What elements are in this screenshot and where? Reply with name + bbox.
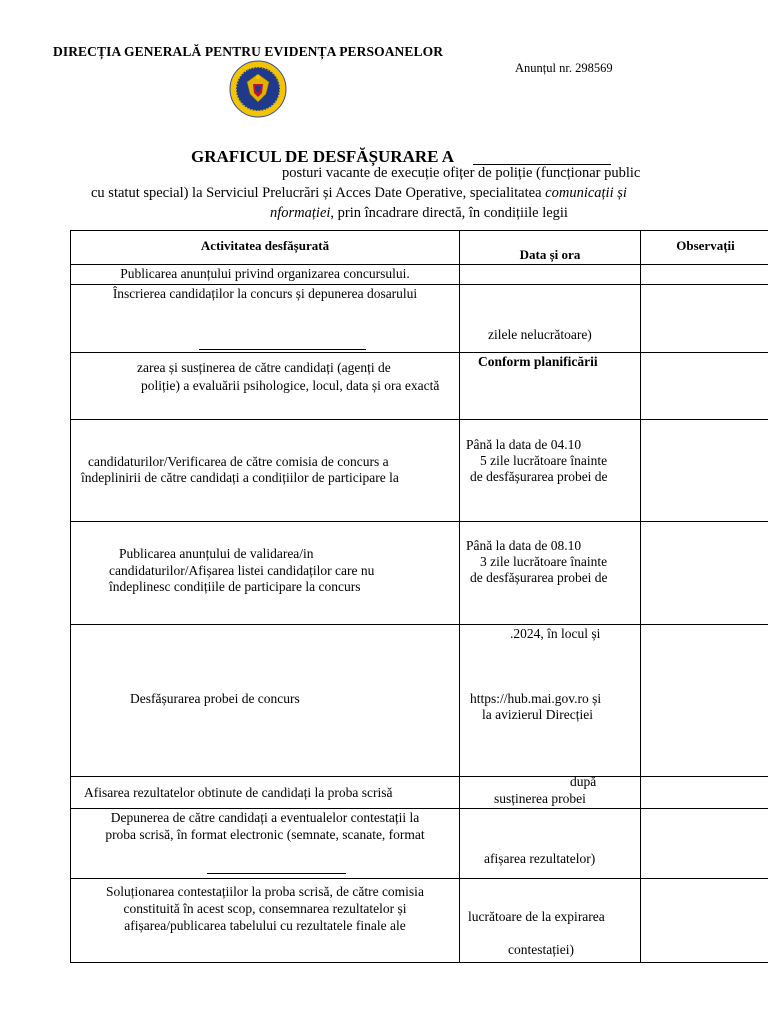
row4-notes xyxy=(641,420,768,522)
row7-date-line-1: după xyxy=(570,774,597,789)
table-header-row xyxy=(71,231,768,265)
row6-notes xyxy=(641,625,768,777)
row9-date-line-1: lucrătoare de la expirarea xyxy=(468,909,605,924)
row9-notes xyxy=(641,879,768,963)
header-activity-text: Activitatea desfășurată xyxy=(200,238,330,253)
header-activity xyxy=(71,231,460,265)
row8-date-line: afișarea rezultatelor) xyxy=(484,851,596,866)
row9-activity xyxy=(71,879,460,963)
row4-activity-line-2: îndeplinirii de către candidați a condițiilor de participare la xyxy=(81,470,399,485)
row2-date xyxy=(460,285,641,353)
intro-line-1: posturi vacante de execuție ofițer de poliție (funcționar public xyxy=(282,165,641,181)
table-row xyxy=(71,420,768,522)
row9-activity-line-2: constituită în acest scop, consemnarea rezultatelor și xyxy=(123,901,407,916)
row1-activity xyxy=(71,265,460,285)
row8-activity-line-1: Depunerea de către candidați a eventualelor contestații la xyxy=(110,810,420,825)
row8-notes xyxy=(641,809,768,879)
row3-activity xyxy=(71,353,460,420)
row6-activity-line: Desfășurarea probei de concurs xyxy=(130,691,300,706)
row1-activity-line: Publicarea anunțului privind organizarea concursului. xyxy=(120,266,410,281)
row4-date-line-3: de desfășurarea probei de xyxy=(470,469,608,484)
row3-date-line: Conform planificării xyxy=(478,354,598,369)
row5-activity-line-2: candidaturilor/Afișarea listei candidaților care nu xyxy=(109,563,375,578)
table-row xyxy=(71,625,768,777)
row9-activity-line-1: Soluționarea contestațiilor la proba scrisă, de către comisia xyxy=(106,884,424,899)
row8-underline xyxy=(207,873,346,874)
row8-activity-line-2: proba scrisă, în format electronic (semnate, scanate, format xyxy=(105,827,425,842)
schedule-table xyxy=(70,230,768,963)
row5-activity xyxy=(71,522,460,625)
row4-date-line-1: Până la data de 04.10 xyxy=(466,437,582,452)
row4-activity xyxy=(71,420,460,522)
row4-date-line-2: 5 zile lucrătoare înainte xyxy=(480,453,608,468)
row2-activity xyxy=(71,285,460,353)
row6-date-line-2: https://hub.mai.gov.ro și xyxy=(470,691,602,706)
row9-date-line-2: contestației) xyxy=(508,942,574,957)
row7-activity xyxy=(71,777,460,809)
table-row xyxy=(71,879,768,963)
intro-line-2 xyxy=(91,183,627,203)
row9-activity-line-3: afișarea/publicarea tabelului cu rezultatele finale ale xyxy=(124,918,406,933)
row3-activity-line-2: poliție) a evaluării psihologice, locul, data și ora exactă xyxy=(141,378,440,393)
row7-date xyxy=(460,774,641,809)
row6-activity xyxy=(71,625,460,777)
institution-name: DIRECȚIA GENERALĂ PENTRU EVIDENȚA PERSOANELOR xyxy=(53,44,444,59)
row4-date xyxy=(460,420,641,522)
document-title: GRAFICUL DE DESFĂȘURARE A xyxy=(191,147,455,166)
row3-notes xyxy=(641,353,768,420)
announcement-number: Anunțul nr. 298569 xyxy=(515,61,613,75)
row6-date-line-3: la avizierul Direcției xyxy=(482,707,593,722)
row2-activity-line: Înscrierea candidaților la concurs și depunerea dosarului xyxy=(112,286,418,301)
table-row xyxy=(71,353,768,420)
row1-date xyxy=(460,265,641,285)
row5-activity-line-1: Publicarea anunțului de validarea/in xyxy=(119,546,314,561)
row2-date-line: zilele nelucrătoare) xyxy=(488,327,592,342)
table-row xyxy=(71,777,768,809)
intro-specialty-cont: nformației xyxy=(270,205,331,221)
row8-date xyxy=(460,809,641,879)
row5-activity-line-3: îndeplinesc condițiile de participare la concurs xyxy=(109,579,361,594)
header-date-text: Data și ora xyxy=(519,247,581,262)
table-row xyxy=(71,285,768,353)
table-row xyxy=(71,265,768,285)
row5-notes xyxy=(641,522,768,625)
row2-underline xyxy=(199,349,366,350)
row7-notes xyxy=(641,777,768,809)
header-date xyxy=(460,231,641,265)
intro-line-3-text: , prin încadrare directă, în condițiile legii xyxy=(330,205,568,221)
intro-specialty: comunicații și xyxy=(545,185,627,201)
row3-date xyxy=(460,353,641,420)
row6-date xyxy=(460,625,641,777)
row5-date-line-1: Până la data de 08.10 xyxy=(466,538,582,553)
intro-line-3 xyxy=(270,203,568,223)
intro-line-2-text: cu statut special) la Serviciul Prelucrări și Acces Date Operative, specialitatea xyxy=(91,185,546,201)
row7-date-line-2: susținerea probei xyxy=(494,791,586,806)
table-row xyxy=(71,809,768,879)
row7-activity-line: Afisarea rezultatelor obtinute de candidați la proba scrisă xyxy=(84,785,393,800)
table-row xyxy=(71,522,768,625)
header-notes xyxy=(641,231,768,265)
row3-activity-line-1: zarea și susținerea de către candidați (agenți de xyxy=(137,360,391,375)
row2-notes xyxy=(641,285,768,353)
row5-date-line-3: de desfășurarea probei de xyxy=(470,570,608,585)
row5-date-line-2: 3 zile lucrătoare înainte xyxy=(480,554,608,569)
row5-date xyxy=(460,522,641,625)
coat-of-arms-seal-icon xyxy=(229,60,287,118)
row6-date-line-1: .2024, în locul și xyxy=(510,626,601,641)
row8-activity xyxy=(71,809,460,879)
header-notes-text: Observații xyxy=(676,238,735,253)
row9-date xyxy=(460,879,641,963)
row4-activity-line-1: candidaturilor/Verificarea de către comisia de concurs a xyxy=(88,454,389,469)
row1-notes xyxy=(641,265,768,285)
